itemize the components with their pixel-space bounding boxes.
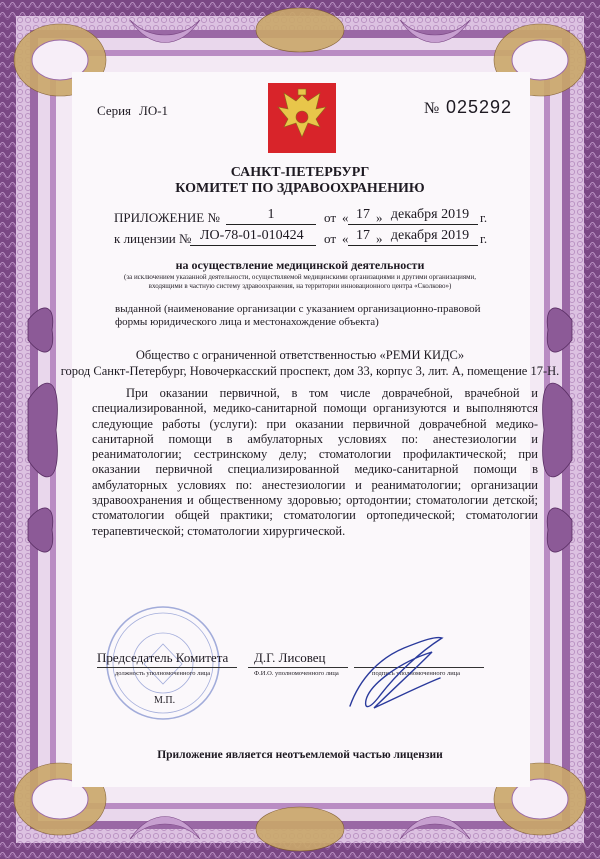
series-label: Серия [97, 103, 132, 118]
appendix-day: 17 [356, 207, 370, 222]
issued-text: выданной (наименование организации с указанием организационно-правовой формы юридического лица и местонахождение объекта) [115, 303, 481, 328]
appendix-month-year: декабря 2019 [390, 207, 470, 222]
handwritten-signature [340, 618, 450, 718]
caption-position: должность уполномоченного лица [115, 670, 211, 677]
activity-title: на осуществление медицинской деятельности [175, 258, 425, 272]
form-number: 025292 [446, 97, 513, 117]
city-title: САНКТ-ПЕТЕРБУРГ [230, 165, 370, 180]
series-value: ЛО-1 [139, 103, 169, 118]
services-text [92, 386, 538, 539]
license-month-year: декабря 2019 [390, 228, 470, 243]
appendix-year-suffix: г. [480, 210, 488, 225]
coat-of-arms-icon [268, 83, 336, 153]
signatory-position: Председатель Комитета [97, 650, 229, 665]
committee-title: КОМИТЕТ ПО ЗДРАВООХРАНЕНИЮ [175, 181, 425, 196]
signatory-name: Д.Г. Лисовец [254, 650, 326, 665]
caption-signature: подпись уполномоченного лица [372, 670, 461, 677]
appendix-from-label: от [324, 210, 337, 225]
license-label: к лицензии № [114, 231, 192, 246]
organization-name: Общество с ограниченной ответственностью «РЕМИ КИДС» [135, 348, 465, 362]
services-body: При оказании первичной, в том числе доврачебной, врачебной и специализированной, медико-санитарной помощи организуются и выполняются следующие работы (услуги): при оказании первичной доврачебной медико-санитарной помощи в амбулаторных условиях по: анестезиологии и реаниматологии; сестринскому делу; стоматологии профилактической; при оказании первичной специализированной медико-санитарной помощи в амбулаторных условиях по: анестезиологии и реаниматологии; организации здравоохранения и общественному здоровью; ортодонтии; стоматологии детской; стоматологии общей практики; стоматологии ортопедической; стоматологии терапевтической; стоматологии хирургической. [92, 386, 538, 538]
close-quote-2: » [376, 231, 383, 246]
footer-note: Приложение является неотъемлемой частью лицензии [157, 749, 443, 761]
close-quote: » [376, 210, 383, 225]
caption-name: Ф.И.О. уполномоченного лица [254, 670, 339, 677]
open-quote: « [342, 210, 349, 225]
appendix-label: ПРИЛОЖЕНИЕ № [114, 210, 220, 225]
license-from-label: от [324, 231, 337, 246]
activity-note: (за исключением указанной деятельности, осуществляемой медицинскими организациями и другими организациями, входящими в частную систему здравоохранения, на территории инновационного центра «Сколково») [123, 273, 477, 290]
license-day: 17 [356, 228, 370, 243]
organization-address: город Санкт-Петербург, Новочеркасский проспект, дом 33, корпус 3, лит. А, помещение 17-Н. [60, 364, 560, 378]
appendix-number: 1 [267, 207, 275, 222]
license-number: ЛО-78-01-010424 [200, 228, 304, 243]
license-year-suffix: г. [480, 231, 488, 246]
number-sign: № [424, 100, 440, 117]
stamp-place-label: М.П. [154, 695, 176, 706]
open-quote-2: « [342, 231, 349, 246]
